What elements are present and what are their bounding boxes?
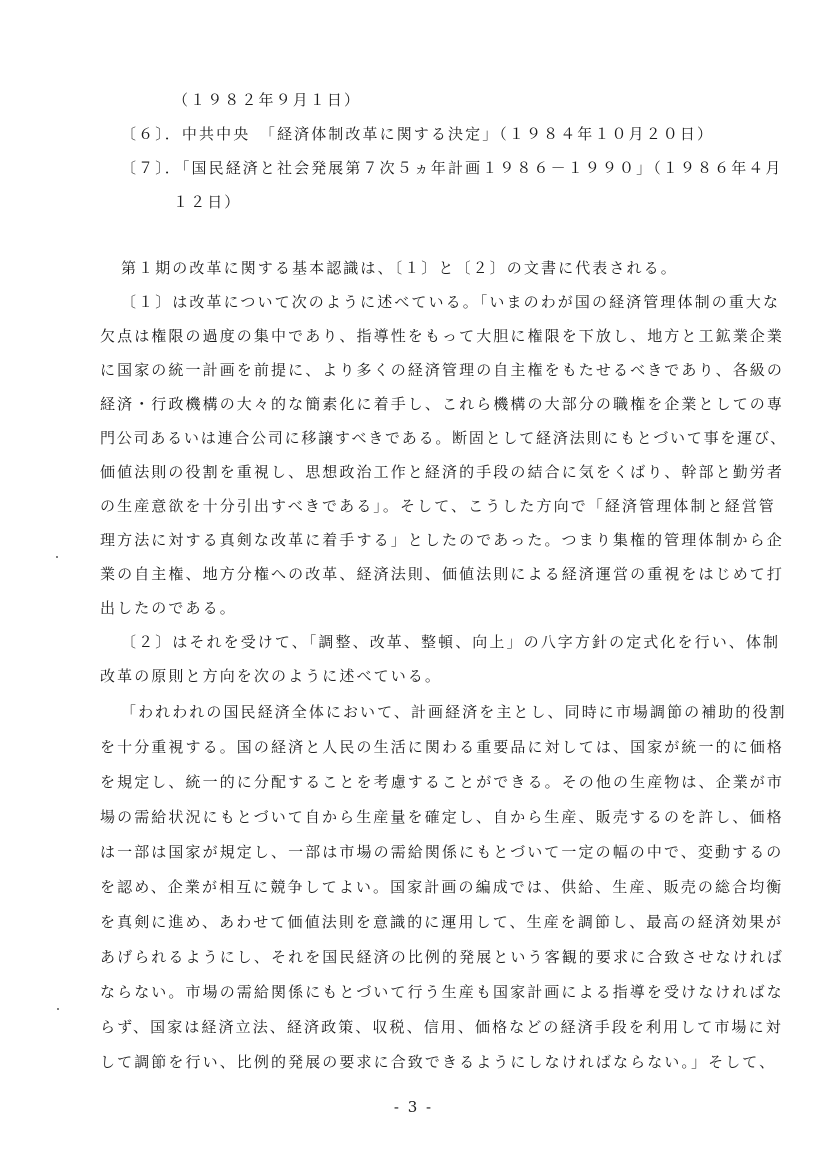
- body-line: 理方法に対する真剣な改革に着手する」としたのであった。つまり集権的管理体制から企: [100, 531, 784, 549]
- body-line: を認め、企業が相互に競争してよい。国家計画の編成では、供給、生産、販売の総合均衡: [100, 878, 784, 896]
- reference-date-1982: （１９８２年９月１日）: [173, 91, 362, 109]
- body-line: 第１期の改革に関する基本認識は、〔１〕と〔２〕の文書に代表される。: [121, 259, 678, 277]
- reference-item-6: 〔６〕．中共中央 「経済体制改革に関する決定」（１９８４年１０月２０日）: [121, 125, 715, 143]
- body-line: して調節を行い、比例的発展の要求に合致できるようにしなければならない。」そして、: [100, 1053, 777, 1071]
- scan-speck: [56, 556, 58, 558]
- body-line: を規定し、統一的に分配することを考慮することができる。その他の生産物は、企業が市: [100, 773, 785, 791]
- scan-speck: [57, 1008, 59, 1010]
- body-line: を十分重視する。国の経済と人民の生活に関わる重要品に対しては、国家が統一的に価格: [100, 738, 785, 756]
- body-line: 場の需給状況にもとづいて自から生産量を確定し、自から生産、販売するのを許し、価格: [100, 808, 784, 826]
- body-line: 門公司あるいは連合公司に移譲すべきである。断固として経済法則にもとづいて事を運び、: [100, 429, 787, 447]
- body-line: 業の自主権、地方分権への改革、経済法則、価値法則による経済運営の重視をはじめて打: [100, 565, 785, 583]
- body-line: を真剣に進め、あわせて価値法則を意識的に運用して、生産を調節し、最高の経済効果が: [100, 913, 784, 931]
- body-line: あげられるようにし、それを国民経済の比例的発展という客観的要求に合致させなければ: [100, 948, 785, 966]
- page-number: - 3 -: [393, 1098, 434, 1116]
- body-line: ならない。市場の需給関係にもとづいて行う生産も国家計画による指導を受けなければな: [100, 983, 784, 1001]
- body-line: 「われわれの国民経済全体において、計画経済を主とし、同時に市場調節の補助的役割: [121, 703, 787, 721]
- body-line: 出したのである。: [100, 599, 237, 617]
- body-line: らず、国家は経済立法、経済政策、収税、信用、価格などの経済手段を利用して市場に対: [100, 1018, 783, 1036]
- body-line: 改革の原則と方向を次のように述べている。: [100, 667, 443, 685]
- reference-item-7: 〔７〕．「国民経済と社会発展第７次５ヵ年計画１９８６－１９９０」（１９８６年４月: [121, 159, 783, 177]
- body-line: は一部は国家が規定し、一部は市場の需給関係にもとづいて一定の幅の中で、変動するの: [100, 843, 784, 861]
- reference-item-7-continued: １２日）: [173, 193, 242, 211]
- body-line: 経済・行政機構の大々的な簡素化に着手し、これら機構の大部分の職権を企業としての専: [100, 395, 785, 413]
- body-line: 〔１〕は改革について次のように述べている。「いまのわが国の経済管理体制の重大な: [121, 293, 781, 311]
- body-line: の生産意欲を十分引出すべきである」。そして、こうした方向で「経済管理体制と経営管: [100, 497, 776, 515]
- body-line: 欠点は権限の過度の集中であり、指導性をもって大胆に権限を下放し、地方と工鉱業企業: [100, 327, 785, 345]
- body-line: に国家の統一計画を前提に、より多くの経済管理の自主権をもたせるべきであり、各級の: [100, 361, 785, 379]
- body-line: 〔２〕はそれを受けて、「調整、改革、整頓、向上」の八字方針の定式化を行い、体制: [121, 633, 781, 651]
- body-line: 価値法則の役割を重視し、思想政治工作と経済的手段の結合に気をくばり、幹部と勤労者: [100, 463, 785, 481]
